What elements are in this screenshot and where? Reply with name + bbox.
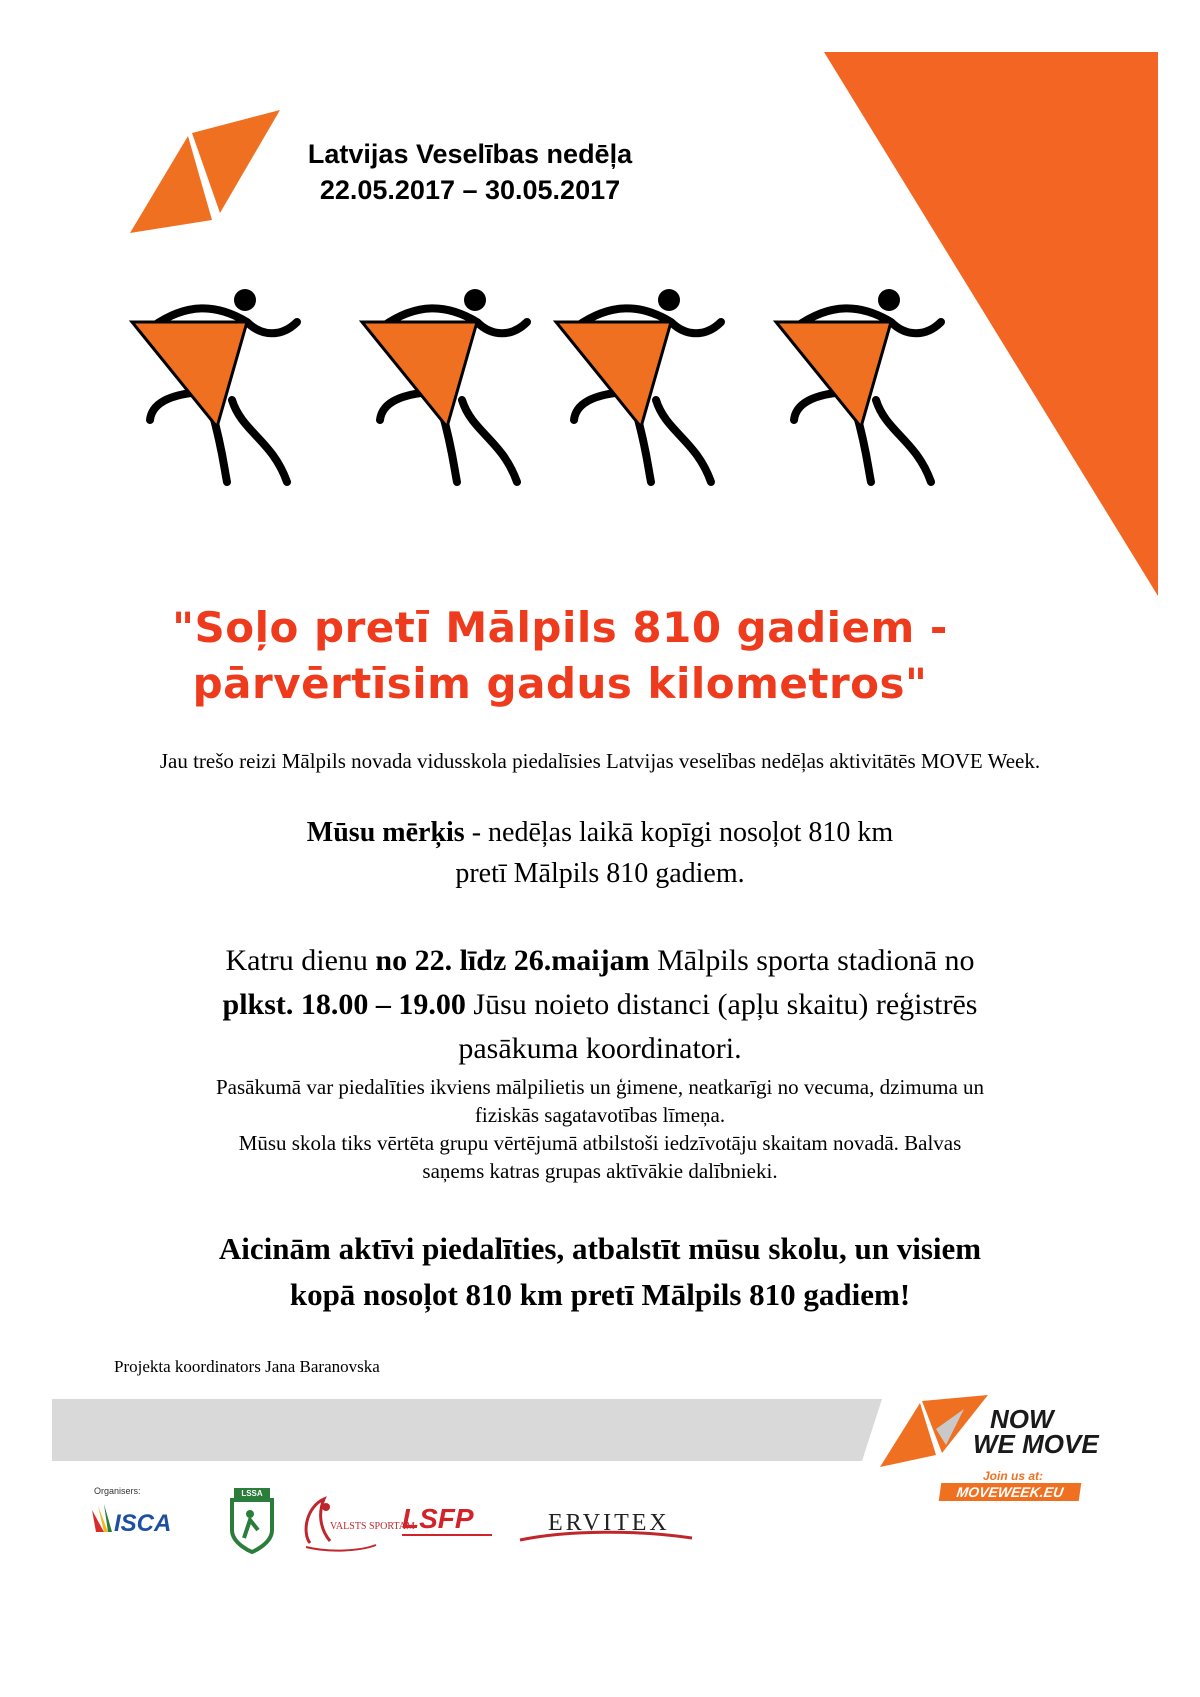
cta-line-2: kopā nosoļot 810 km pretī Mālpils 810 gadiem! <box>289 1277 911 1312</box>
lsfp-logo <box>400 1500 496 1546</box>
participation-line-1: Pasākumā var piedalīties ikviens mālpilietis un ģimene, neatkarīgi no vecuma, dzimuma un <box>215 1075 985 1099</box>
participation-line-2: fiziskās sagatavotības līmeņa. <box>474 1103 726 1127</box>
schedule-line-3: pasākuma koordinatori. <box>458 1032 742 1065</box>
isca-logo <box>92 1502 197 1544</box>
event-title: Latvijas Veselības nedēļa <box>307 139 633 169</box>
schedule-line-2 <box>110 983 1090 1027</box>
schedule-text-2: Mālpils sporta stadionā no <box>649 944 975 977</box>
goal-line-2: pretī Mālpils 810 gadiem. <box>455 858 745 889</box>
goal-label: Mūsu mērķis <box>306 817 465 848</box>
event-dates: 22.05.2017 – 30.05.2017 <box>319 175 621 205</box>
isca-logo-text: ISCA <box>114 1510 172 1537</box>
now-we-move-line-2: WE MOVE <box>973 1429 1099 1459</box>
join-us-label: Join us at: <box>983 1469 1044 1483</box>
goal-line-1 <box>110 812 1090 853</box>
schedule-dates: no 22. līdz 26.maijam <box>375 944 650 977</box>
now-we-move-line-1: NOW <box>990 1404 1054 1434</box>
runner-figure-2 <box>362 282 562 492</box>
participation-line-4: saņems katras grupas aktīvākie dalībnieki. <box>422 1159 778 1183</box>
schedule-text-3: Jūsu noieto distanci (apļu skaitu) reģistrēs <box>465 988 978 1021</box>
ervitex-logo-text: ERVITEX <box>548 1510 670 1536</box>
footer-gray-band <box>0 1399 900 1463</box>
schedule-line-1 <box>110 939 1090 983</box>
lssa-logo <box>228 1486 276 1554</box>
goal-text: - nedēļas laikā kopīgi nosoļot 810 km <box>464 817 894 848</box>
headline <box>100 600 1020 712</box>
schedule-paragraph <box>110 939 1090 1071</box>
ervitex-logo <box>518 1500 694 1550</box>
headline-line-1: "Soļo pretī Mālpils 810 gadiem - <box>172 603 948 652</box>
lssa-logo-text: LSSA <box>241 1489 263 1498</box>
schedule-time: plkst. 18.00 – 19.00 <box>222 988 466 1021</box>
runner-figure-4 <box>776 282 976 492</box>
intro-paragraph: Jau trešo reizi Mālpils novada vidusskola piedalīsies Latvijas veselības nedēļas aktivitātēs MOVE Week. <box>159 749 1041 773</box>
valsts-sportam-text: VALSTS SPORTAM <box>330 1521 415 1532</box>
participation-paragraph <box>110 1073 1090 1185</box>
runner-figure-3 <box>556 282 756 492</box>
call-to-action <box>110 1226 1090 1318</box>
valsts-sportam-logo <box>300 1493 415 1553</box>
goal-paragraph <box>110 812 1090 894</box>
participation-line-3: Mūsu skola tiks vērtēta grupu vērtējumā atbilstoši iedzīvotāju skaitam novadā. Balvas <box>238 1131 962 1155</box>
cta-line-1: Aicinām aktīvi piedalīties, atbalstīt mūsu skolu, un visiem <box>218 1231 982 1266</box>
runner-figure-1 <box>132 282 332 492</box>
headline-line-2: pārvērtīsim gadus kilometros" <box>192 659 928 708</box>
coordinator-credit: Projekta koordinators Jana Baranovska <box>114 1357 380 1376</box>
schedule-text-1: Katru dienu <box>225 944 376 977</box>
moveweek-url[interactable]: MOVEWEEK.EU <box>939 1483 1082 1501</box>
lsfp-logo-text: LSFP <box>402 1503 474 1534</box>
organisers-label: Organisers: <box>94 1486 141 1496</box>
